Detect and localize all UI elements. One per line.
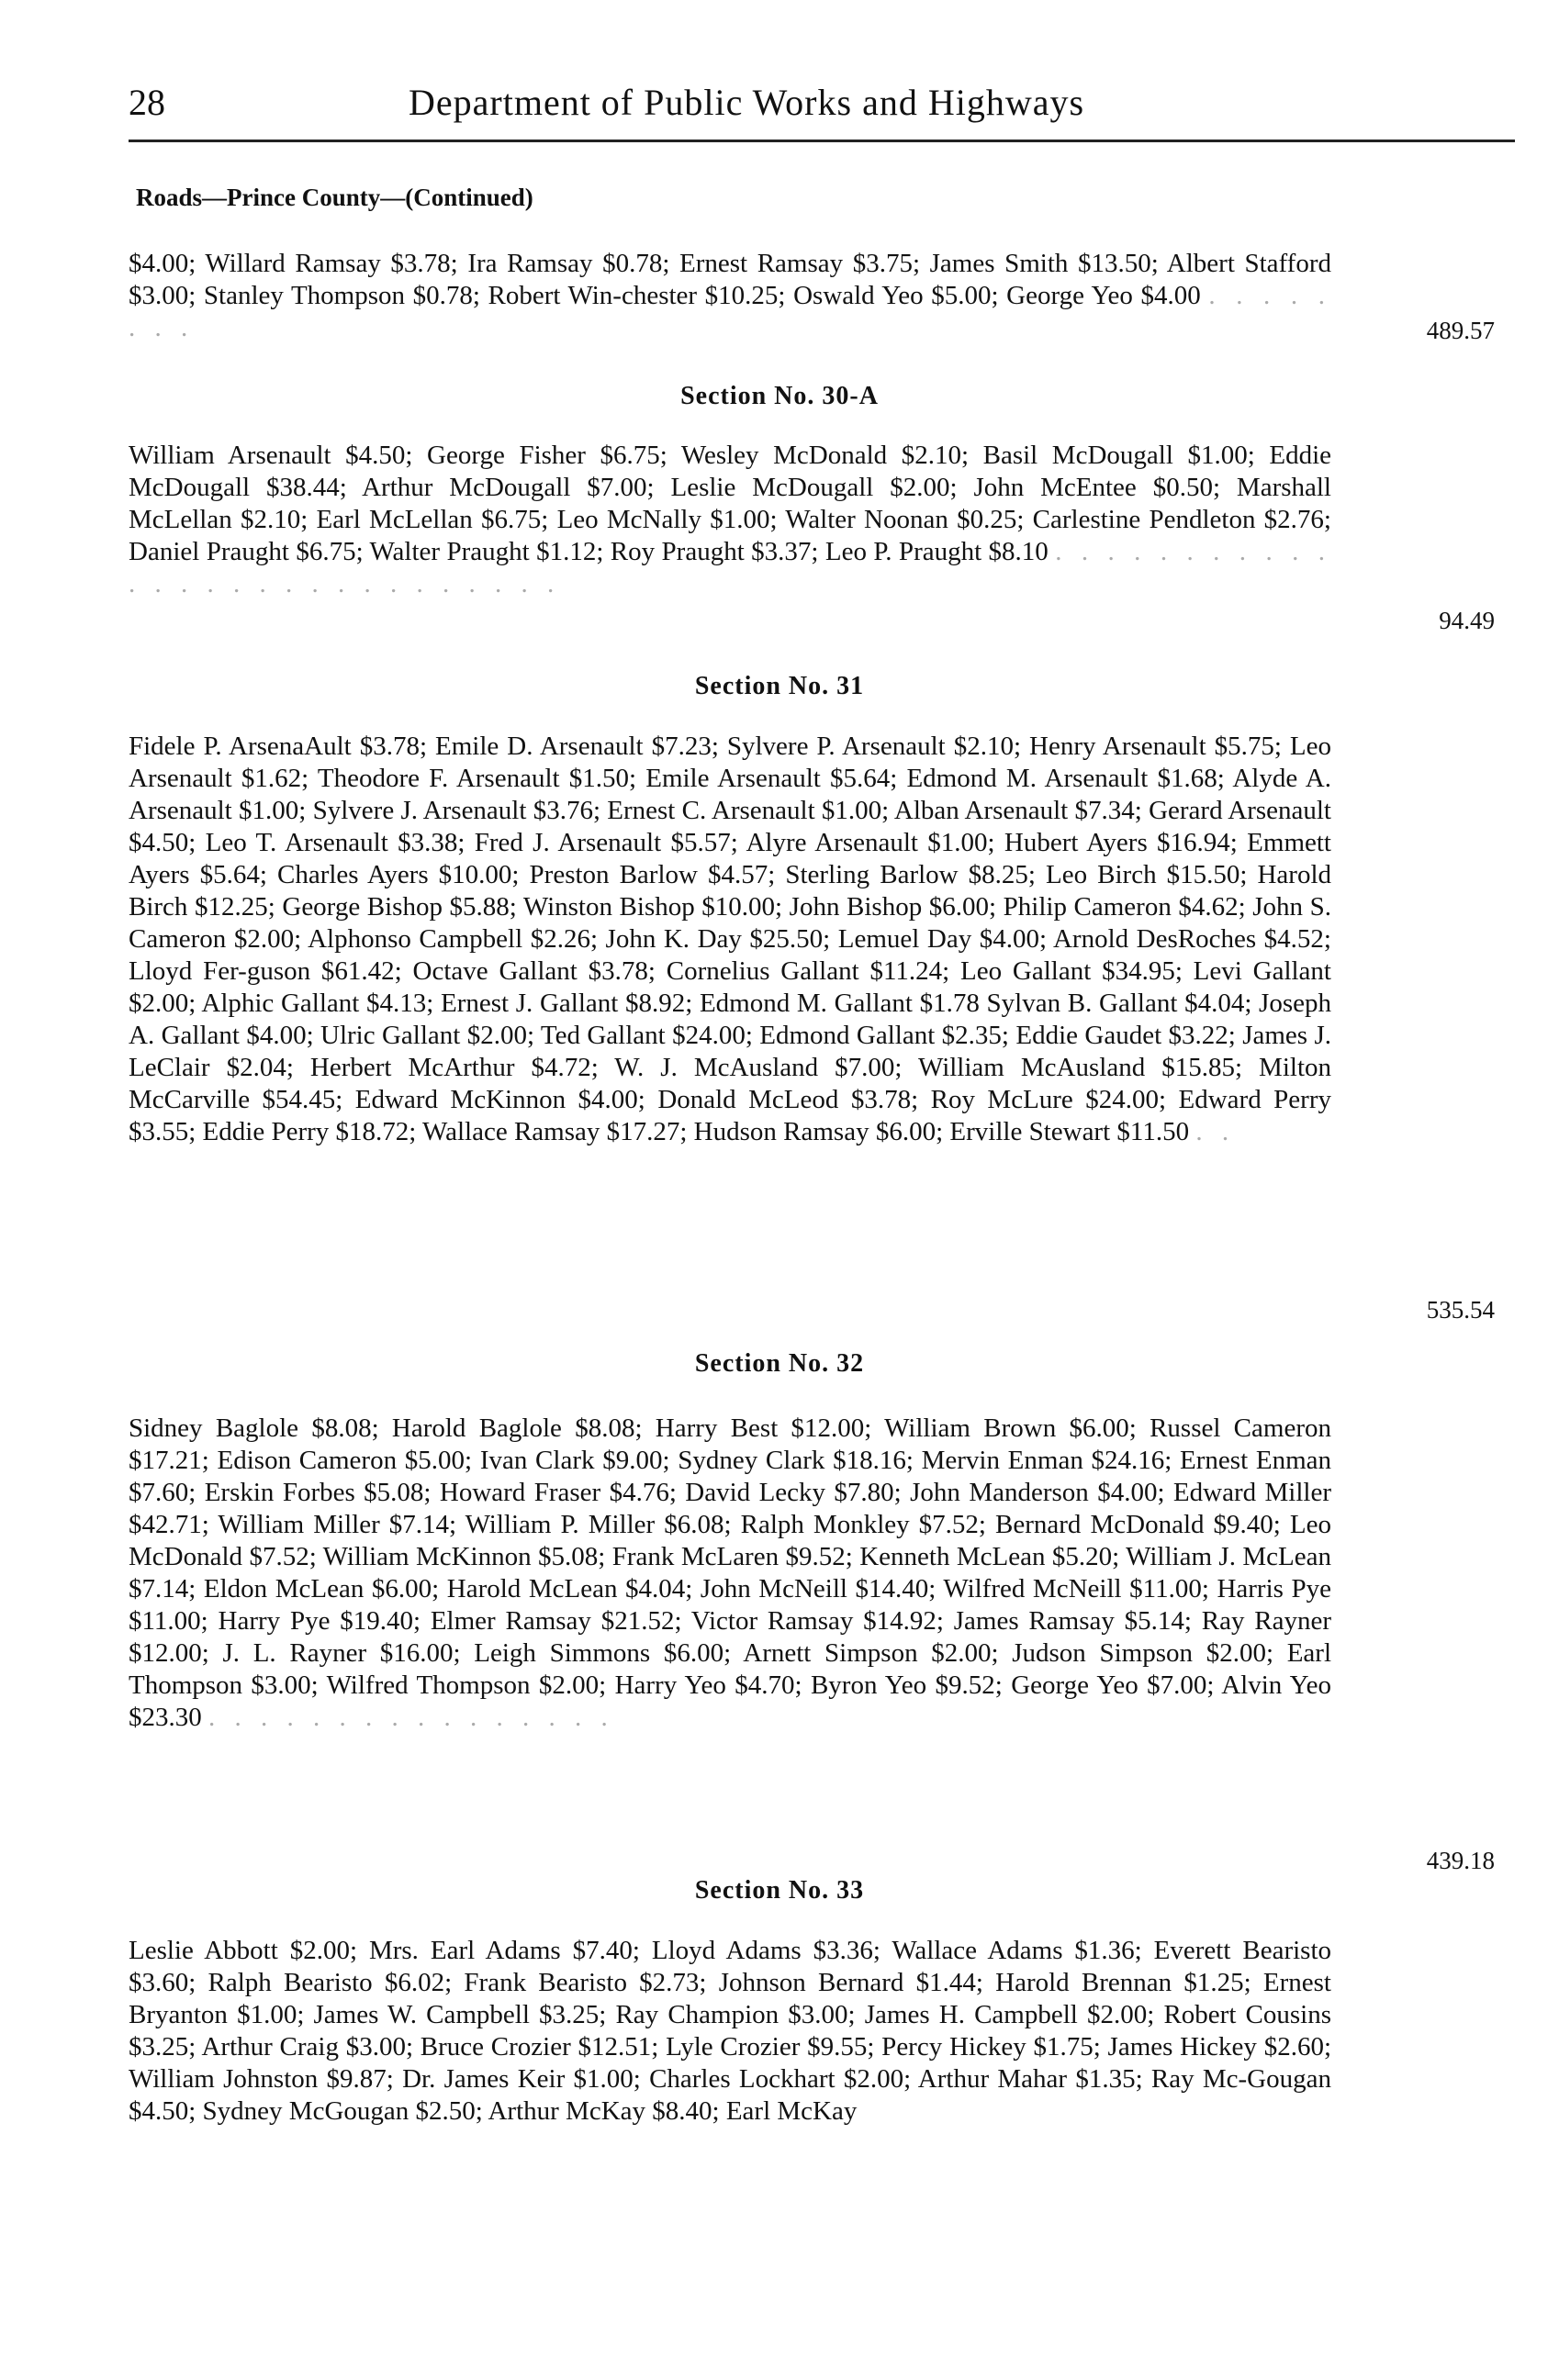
section-total: 535.54 xyxy=(1426,1296,1495,1324)
payment-paragraph-31 xyxy=(129,731,1331,1148)
page-header xyxy=(129,81,1253,138)
section-heading-32: Section No. 32 xyxy=(694,1349,865,1378)
payment-text: Fidele P. ArsenaAult $3.78; Emile D. Arsenault $7.23; Sylvere P. Arsenault $2.10; Henry Arsenault $5.75; Leo Arsenault $1.62; Theodore F. Arsenault $1.50; Emile Arsenault $5.64; Edmond M. Arsenault $1.68; Alyde A. Arsenault $1.00; Sylvere J. Arsenault $3.76; Ernest C. Arsenault $1.00; Alban Arsenault $7.34; Gerard Arsenault $4.50; Leo T. Arsenault $3.38; Fred J. Arsenault $5.57; Alyre Arsenault $1.00; Hubert Ayers $16.94; Emmett Ayers $5.64; Charles Ayers $10.00; Preston Barlow $4.57; Sterling Barlow $8.25; Leo Birch $15.50; Harold Birch $12.25; George Bishop $5.88; Winston Bishop $10.00; John Bishop $6.00; Philip Cameron $4.62; John S. Cameron $2.00; Alphonso Campbell $2.26; John K. Day $25.50; Lemuel Day $4.00; Arnold DesRoches $4.52; Lloyd Fer-guson $61.42; Octave Gallant $3.78; Cornelius Gallant $11.24; Leo Gallant $34.95; Levi Gallant $2.00; Alphic Gallant $4.13; Ernest J. Gallant $8.92; Edmond M. Gallant $1.78 Sylvan B. Gallant $4.04; Joseph A. Gallant $4.00; Ulric Gallant $2.00; Ted Gallant $24.00; Edmond Gallant $2.35; Eddie Gaudet $3.22; James J. LeClair $2.04; Herbert McArthur $4.72; W. J. McAusland $7.00; William McAusland $15.85; Milton McCarville $54.45; Edward McKinnon $4.00; Donald McLeod $3.78; Roy McLure $24.00; Edward Perry $3.55; Eddie Perry $18.72; Wallace Ramsay $17.27; Hudson Ramsay $6.00; Erville Stewart $11.50 xyxy=(129,732,1331,1146)
payment-paragraph-32 xyxy=(129,1413,1331,1734)
section-heading-30a: Section No. 30-A xyxy=(680,382,879,410)
dot-leader: . . . . . . . . . . . . . . . . . . . . . . . . . . . . xyxy=(129,537,1332,598)
payment-paragraph-33 xyxy=(129,1935,1331,2128)
header-rule xyxy=(129,140,1515,142)
payment-text: Leslie Abbott $2.00; Mrs. Earl Adams $7.40; Lloyd Adams $3.36; Wallace Adams $1.36; Everett Bearisto $3.60; Ralph Bearisto $6.02; Frank Bearisto $2.73; Johnson Bernard $1.44; Harold Brennan $1.25; Ernest Bryanton $1.00; James W. Campbell $3.25; Ray Champion $3.00; James H. Campbell $2.00; Robert Cousins $3.25; Arthur Craig $3.00; Bruce Crozier $12.51; Lyle Crozier $9.55; Percy Hickey $1.75; James Hickey $2.60; William Johnston $9.87; Dr. James Keir $1.00; Charles Lockhart $2.00; Arthur Mahar $1.35; Ray Mc-Gougan $4.50; Sydney McGougan $2.50; Arthur McKay $8.40; Earl McKay xyxy=(129,1936,1331,2126)
dot-leader: . . . . . . . . . . . . . . . . xyxy=(208,1703,614,1732)
dot-leader: . . xyxy=(1195,1117,1236,1146)
page-number: 28 xyxy=(129,82,165,123)
section-heading-31: Section No. 31 xyxy=(694,672,865,700)
section-total: 439.18 xyxy=(1426,1847,1495,1874)
section-total: 489.57 xyxy=(1426,317,1495,344)
payment-text: $4.00; Willard Ramsay $3.78; Ira Ramsay $0.78; Ernest Ramsay $3.75; James Smith $13.50; Albert Stafford $3.00; Stanley Thompson $0.78; Robert Win-chester $10.25; Oswald Yeo $5.00; George Yeo $4.00 xyxy=(129,249,1331,310)
payment-paragraph-continued xyxy=(129,248,1331,344)
running-head: Roads—Prince County—(Continued) xyxy=(136,184,533,211)
payment-text: Sidney Baglole $8.08; Harold Baglole $8.08; Harry Best $12.00; William Brown $6.00; Russel Cameron $17.21; Edison Cameron $5.00; Ivan Clark $9.00; Sydney Clark $18.16; Mervin Enman $24.16; Ernest Enman $7.60; Erskin Forbes $5.08; Howard Fraser $4.76; David Lecky $7.80; John Manderson $4.00; Edward Miller $42.71; William Miller $7.14; William P. Miller $6.08; Ralph Monkley $7.52; Bernard McDonald $9.40; Leo McDonald $7.52; William McKinnon $5.08; Frank McLaren $9.52; Kenneth McLean $5.20; William J. McLean $7.14; Eldon McLean $6.00; Harold McLean $4.04; John McNeill $14.40; Wilfred McNeill $11.00; Harris Pye $11.00; Harry Pye $19.40; Elmer Ramsay $21.52; Victor Ramsay $14.92; James Ramsay $5.14; Ray Rayner $12.00; J. L. Rayner $16.00; Leigh Simmons $6.00; Arnett Simpson $2.00; Judson Simpson $2.00; Earl Thompson $3.00; Wilfred Thompson $2.00; Harry Yeo $4.70; Byron Yeo $9.52; George Yeo $7.00; Alvin Yeo $23.30 xyxy=(129,1413,1331,1732)
payment-text: William Arsenault $4.50; George Fisher $6.75; Wesley McDonald $2.10; Basil McDougall $1.00; Eddie McDougall $38.44; Arthur McDougall $7.00; Leslie McDougall $2.00; John McEntee $0.50; Marshall McLellan $2.10; Earl McLellan $6.75; Leo McNally $1.00; Walter Noonan $0.25; Carlestine Pendleton $2.76; Daniel Praught $6.75; Walter Praught $1.12; Roy Praught $3.37; Leo P. Praught $8.10 xyxy=(129,441,1331,566)
section-total: 94.49 xyxy=(1439,607,1495,634)
section-heading-33: Section No. 33 xyxy=(694,1876,865,1905)
page-title: Department of Public Works and Highways xyxy=(409,82,1085,123)
payment-paragraph-30a xyxy=(129,440,1331,600)
dot-leader: . . . . . . . . xyxy=(129,281,1331,342)
